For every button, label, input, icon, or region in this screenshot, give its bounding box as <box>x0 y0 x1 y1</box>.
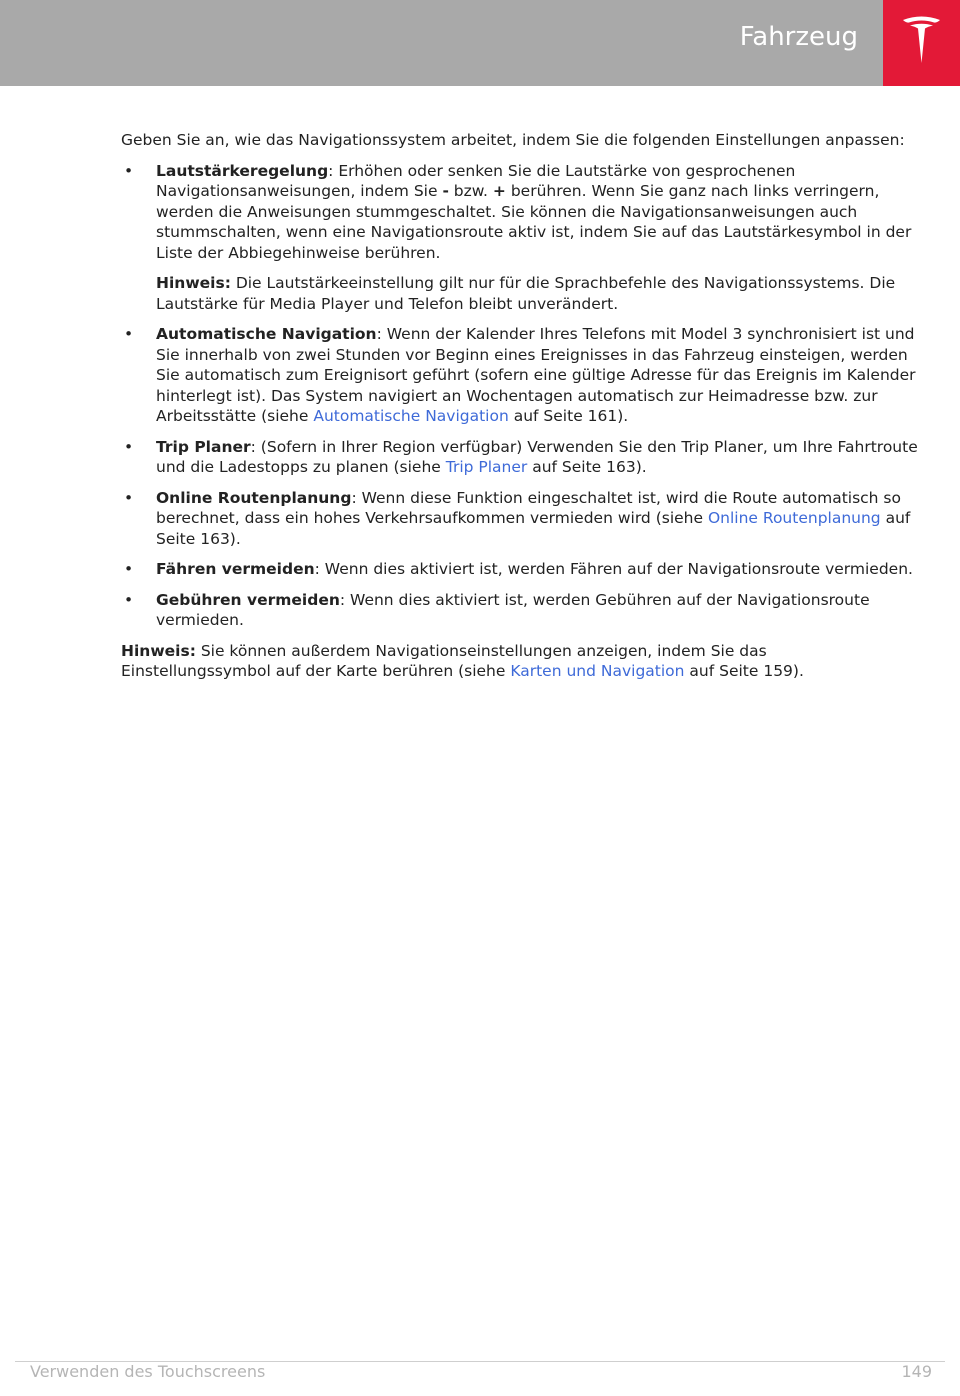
list-item-automatische-navigation <box>121 324 919 427</box>
list-item-online-routenplanung <box>121 488 919 550</box>
item-text: auf Seite 161). <box>508 407 629 425</box>
final-note <box>121 641 919 682</box>
item-text: bzw. <box>448 182 493 200</box>
page-number: 149 <box>901 1362 932 1381</box>
page-header <box>0 0 960 86</box>
item-text: : (Sofern in Ihrer Region verfügbar) Verwenden Sie den Trip Planer, um Ihre Fahrtroute und die Ladestopps zu planen (siehe <box>156 437 918 476</box>
main-content <box>121 130 919 692</box>
minus-symbol: - <box>442 182 449 200</box>
list-item-trip-planer <box>121 437 919 478</box>
item-term: Trip Planer <box>156 437 251 456</box>
plus-symbol: + <box>492 182 506 200</box>
note-label: Hinweis: <box>121 641 196 660</box>
item-text: : Wenn der Kalender Ihres Telefons mit Model 3 synchronisiert ist und Sie innerhalb von zwei Stunden vor Beginn eines Ereignisses in das Fahrzeug einsteigen, werden Sie automatisch zum Ereignisort geführt (sofern eine gültige Adresse für das Ereignis im Kalender hinterlegt ist). Das System navigiert an Wochentagen automatisch zur Heimadresse bzw. zur Arbeitsstätte (siehe <box>156 325 916 425</box>
item-text: : Erhöhen oder senken Sie die Lautstärke von gesprochenen Navigationsanweisungen, indem Sie <box>156 161 796 200</box>
footer-section-title: Verwenden des Touchscreens <box>30 1362 266 1381</box>
item-text: : Wenn dies aktiviert ist, werden Fähren auf der Navigationsroute vermieden. <box>314 560 913 578</box>
logo-box <box>883 0 960 86</box>
item-text: auf Seite 163). <box>156 509 911 548</box>
link-karten-und-navigation[interactable]: Karten und Navigation <box>510 662 685 680</box>
chapter-title: Fahrzeug <box>739 22 858 52</box>
item-term: Lautstärkeregelung <box>156 161 329 180</box>
item-text: auf Seite 163). <box>527 458 647 476</box>
item-text: : Wenn dies aktiviert ist, werden Gebühren auf der Navigationsroute vermieden. <box>156 590 870 629</box>
note-label: Hinweis: <box>156 274 231 292</box>
tesla-logo-icon <box>901 14 942 66</box>
item-term: Online Routenplanung <box>156 488 352 507</box>
item-term: Fähren vermeiden <box>156 560 315 578</box>
intro-paragraph: Geben Sie an, wie das Navigationssystem arbeitet, indem Sie die folgenden Einstellungen anpassen: <box>121 131 905 149</box>
item-term: Automatische Navigation <box>156 325 377 343</box>
link-trip-planer[interactable]: Trip Planer <box>445 458 528 476</box>
item-text: : Wenn diese Funktion eingeschaltet ist, wird die Route automatisch so berechnet, dass ein hohes Verkehrsaufkommen vermieden wird (siehe <box>156 488 901 527</box>
note-text: auf Seite 159). <box>684 662 804 680</box>
link-online-routenplanung[interactable]: Online Routenplanung <box>707 509 881 527</box>
item-text: berühren. Wenn Sie ganz nach links verringern, werden die Anweisungen stummgeschaltet. Sie können die Navigationsanweisungen auch stummschalten, wenn eine Navigationsroute aktiv ist, indem Sie auf das Lautstärkesymbol in der Liste der Abbiegehinweise berühren. <box>156 182 912 262</box>
note-text: Sie können außerdem Navigationseinstellungen anzeigen, indem Sie das Einstellungssymbol auf der Karte berühren (siehe <box>121 641 767 680</box>
list-item-faehren-vermeiden <box>121 559 919 580</box>
list-item-gebuehren-vermeiden <box>121 590 919 631</box>
link-automatische-navigation[interactable]: Automatische Navigation <box>313 407 509 425</box>
item-term: Gebühren vermeiden <box>156 590 340 609</box>
list-item-lautstaerkeregelung <box>121 161 919 315</box>
volume-note <box>156 273 919 314</box>
note-text: Die Lautstärkeeinstellung gilt nur für die Sprachbefehle des Navigationssystems. Die Lautstärke für Media Player und Telefon bleibt unverändert. <box>156 274 896 313</box>
settings-list <box>121 161 919 631</box>
